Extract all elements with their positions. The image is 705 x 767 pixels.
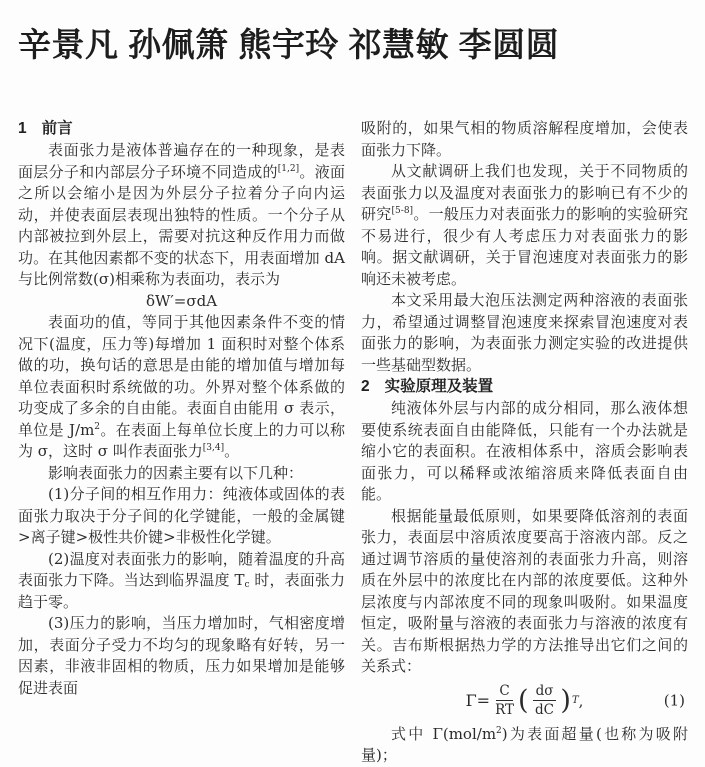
superscript-reference: 2: [496, 725, 502, 736]
section-title: 前言: [41, 120, 73, 137]
surface-work-formula: δW′=σdA: [145, 291, 218, 310]
body-paragraph: 纯液体外层与内部的成分相同，那么液体想要使系统表面自由能降低，只能有一个办法就是缩小它的表面积。在液相体系中，溶质会影响表面张力，可以稀释或浓缩溶质来降低表面自由能。: [361, 399, 688, 503]
body-paragraph: 根据能量最低原则，如果要降低溶剂的表面张力，表面层中溶质浓度要高于溶液内部。反之通过调节溶质的量使溶剂的表面张力升高，则溶质在外层中的浓度比在内部的浓度要低。这种外层浓度与内部浓度不同的现象叫吸附。如果温度恒定，吸附量与溶液的表面张力与溶液的浓度有关。吉布斯根据热力学的方法推导出它们之间的关系式：: [361, 506, 688, 675]
body-paragraph: 式中 $\Gamma(mol/m^2)$为表面超量(也称为吸附量)；: [361, 724, 688, 764]
constant-temperature-subscript: T: [571, 694, 579, 706]
fraction-c-rt: [495, 683, 514, 718]
superscript-reference: [1,2]: [277, 163, 300, 174]
fraction-dsigma-dc: [533, 683, 557, 718]
body-paragraph: (3)压力的影响，当压力增加时，气相密度增加，表面分子受力不均匀的现象略有好转，另一因素，非液非固相的物质，压力如果增加是能够促进表面: [18, 614, 345, 697]
section-title: 实验原理及装置: [384, 378, 494, 395]
body-paragraph: 本文采用最大泡压法测定两种溶液的表面张力，希望通过调整冒泡速度来探索冒泡速度对表面张力的影响，为表面张力测定实验的改进提供一些基础型数据。: [361, 291, 688, 374]
gibbs-equation: [466, 683, 584, 718]
body-paragraph: 表面张力是液体普遍存在的一种现象，是表面层分子和内部层分子环境不同造成的[1,2]。液面之所以会缩小是因为外层分子拉着分子向内运动，并使表面层表现出独特的性质。一个分子从内部被拉到外层上，需要对抗这种反作用力而做功。在其他因素都不变的状态下，用表面增加 dA 与比例常数(σ)相乘称为表面功，表示为: [18, 141, 345, 288]
superscript-reference: [3,4]: [202, 443, 225, 453]
equation-number: (1): [663, 690, 685, 709]
equation-comma: ,: [578, 691, 584, 710]
two-column-body: [18, 118, 688, 767]
left-paren: (: [518, 685, 529, 716]
fraction-numerator: C: [496, 683, 512, 701]
equation-lhs: Γ=: [465, 690, 491, 710]
body-paragraph: 从文献调研上我们也发现，关于不同物质的表面张力以及温度对表面张力的影响已有不少的研究[5-8]。一般压力对表面张力的影响的实验研究不易进行，很少有人考虑压力对表面张力的影响。据文献调研，关于冒泡速度对表面张力的影响还未被考虑。: [361, 162, 688, 288]
section-number: 1: [18, 120, 27, 137]
body-paragraph: 吸附的，如果气相的物质溶解程度增加，会使表面张力下降。: [361, 119, 688, 159]
body-paragraph: 影响表面张力的因素主要有以下几种：: [48, 463, 304, 482]
section-number: 2: [361, 378, 370, 395]
right-paren: ): [560, 685, 571, 716]
section-intro-heading: [18, 118, 345, 140]
subscript: c: [244, 580, 250, 590]
left-column: [18, 118, 345, 767]
fraction-denominator: RT: [495, 702, 515, 718]
page-title: 辛景凡 孙佩箫 熊宇玲 祁慧敏 李圆圆: [18, 26, 560, 63]
fraction-numerator: dσ: [533, 683, 557, 701]
superscript-reference: [5-8]: [391, 206, 414, 216]
fraction-denominator: dC: [535, 702, 554, 718]
body-paragraph: 表面功的值，等同于其他因素条件不变的情况下(温度，压力等)每增加 1 面积时对整个体系做的功，换句话的意思是由能的增加值与增加每单位表面积时系统做的功。外界对整个体系做的功变成了多余的自由能。表面自由能用 σ 表示，单位是 $J/m^2$。在表面上每单位长度上的力可以称为 σ，这时 σ 叫作表面张力[3,4]。: [18, 313, 345, 460]
section-methods-heading: [361, 376, 688, 398]
right-column: [361, 118, 688, 767]
body-paragraph: (2)温度对表面张力的影响，随着温度的升高表面张力下降。当达到临界温度 $T_c$ 时，表面张力趋于零。: [18, 549, 345, 611]
superscript-reference: 2: [94, 421, 101, 432]
body-paragraph: (1)分子间的相互作用力：纯液体或固体的表面张力取决于分子间的化学键能，一般的金属键>离子键>极性共价键>非极性化学键。: [18, 485, 345, 546]
gibbs-equation-row: [361, 678, 688, 724]
